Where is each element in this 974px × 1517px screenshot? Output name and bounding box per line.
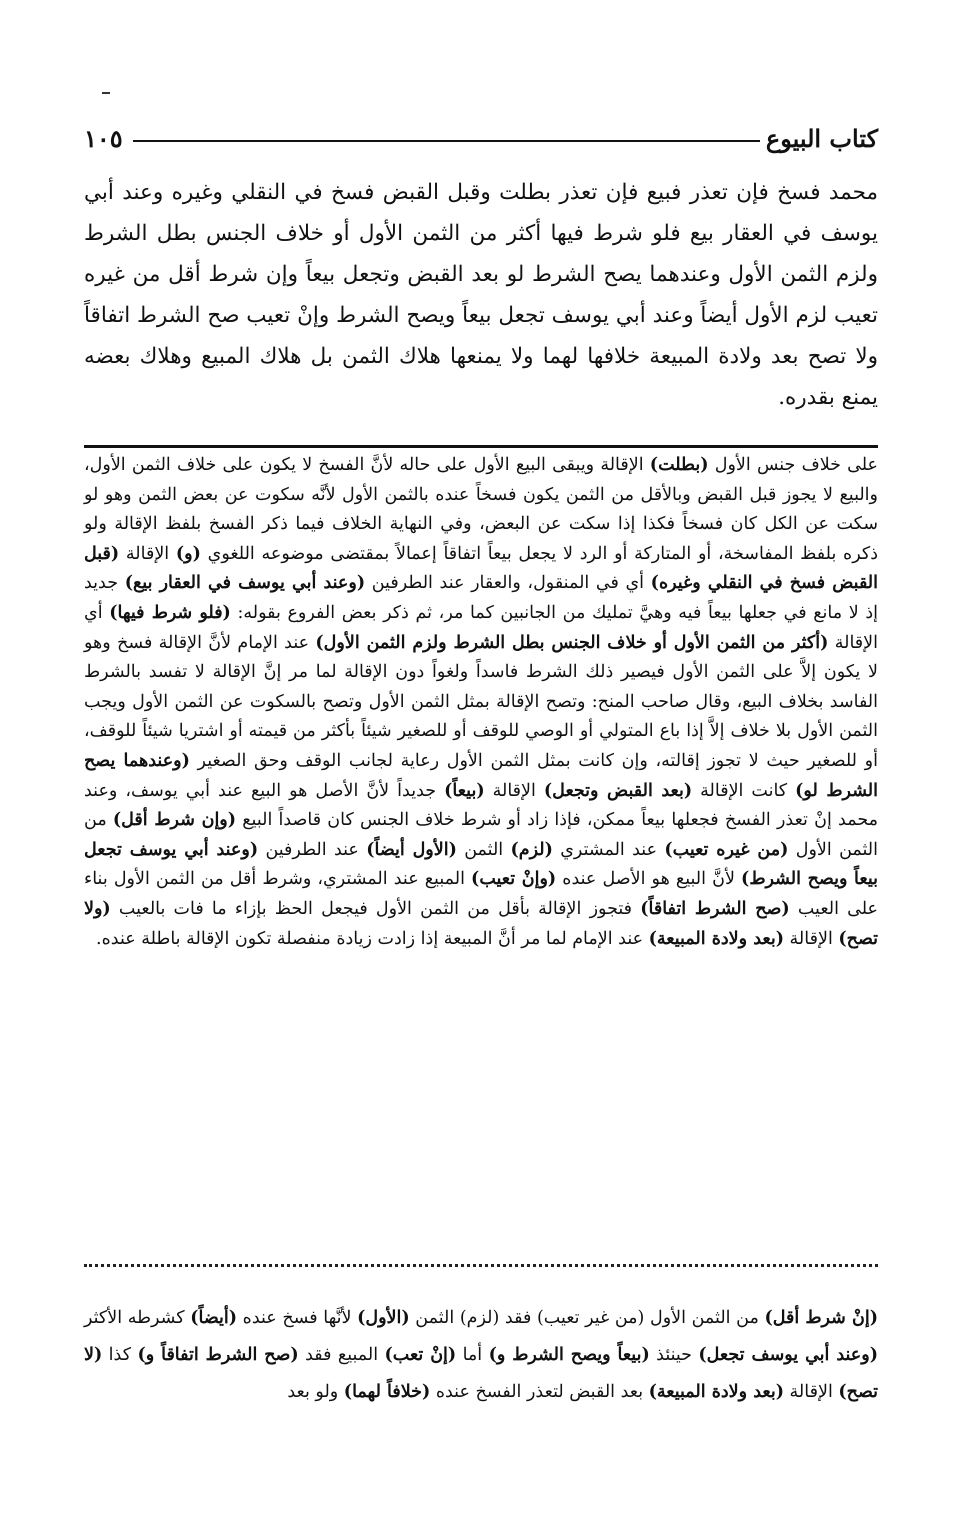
footnote-segment: (بيعاً ويصح الشرط و) <box>488 1345 650 1365</box>
footnote-segment: (من غير تعيب) <box>536 1308 645 1328</box>
commentary-segment: أي الإقالة <box>84 602 878 653</box>
footnote-segment: (وعند أبي يوسف تجعل) <box>698 1345 878 1365</box>
footnote-segment: المبيع فقد <box>298 1345 385 1365</box>
footnote-segment: ولو بعد <box>287 1382 344 1402</box>
footnote-segment: لأنَّها فسخ عنده <box>237 1308 358 1328</box>
footnote-segment: حينئذ <box>649 1345 699 1365</box>
footnote-segment: (لا تصح) <box>84 1345 878 1402</box>
commentary-segment: على خلاف جنس الأول <box>708 455 878 475</box>
commentary-segment: الثمن <box>456 839 511 860</box>
section-divider <box>84 445 878 448</box>
commentary-segment: من الثمن الأول <box>84 810 878 860</box>
commentary-segment: (الأول أيضاً) <box>366 839 457 860</box>
footnote-segment: (بعد ولادة المبيعة) <box>648 1382 784 1402</box>
commentary-segment: (صح الشرط اتفاقاً) <box>640 898 790 919</box>
commentary-segment: (لزم) <box>510 839 553 860</box>
footnote-segment: (الأول) <box>357 1308 410 1328</box>
footnote-segment: (لزم) <box>459 1308 500 1328</box>
commentary-segment: (و) <box>175 543 201 564</box>
footnote-segment: بعد القبض لتعذر الفسخ عنده <box>430 1382 649 1402</box>
commentary-segment: المبيع عند المشتري، وشرط أقل من الثمن الأول بناء على العيب <box>84 869 878 919</box>
commentary-segment: (بعد ولادة المبيعة) <box>648 928 784 949</box>
running-header <box>84 118 878 158</box>
commentary-text <box>84 451 878 954</box>
commentary-segment: فتجوز الإقالة بأقل من الثمن الأول فيجعل الحظ بإزاء ما فات بالعيب <box>110 898 641 919</box>
commentary-segment: عند الإمام لما مر أنَّ المبيعة إذا زادت زيادة منفصلة تكون الإقالة باطلة عنده. <box>96 928 649 949</box>
commentary-segment: الإقالة <box>783 928 839 949</box>
commentary-segment: (من غيره تعيب) <box>664 839 789 860</box>
footnote-segment: فقد <box>499 1308 537 1328</box>
footnote-segment: كذا <box>102 1345 138 1365</box>
commentary-segment: (وإنْ تعيب) <box>471 869 557 890</box>
footnote-segment: (صح الشرط اتفاقاً و) <box>137 1345 299 1365</box>
commentary-segment: عند الإمام لأنَّ الإقالة فسخ وهو لا يكون إلاَّ على الثمن الأول فيصير ذلك الشرط فاسداً ولغواً دون الإقالة لما مر إنَّ الإقالة لا تفسد بالشرط الفاسد بخلاف البيع، وقال صاحب المنح: وتصح الإقالة بمثل الثمن الأول وتصح بالسكوت عن الثمن الأول ويجب الثمن الأول بلا خلاف إلاَّ إذا باع المتولي أو الوصي للوقف أو للصغير شيئاً بأكثر من قيمته أو اشتريا شيئاً للوقف، أو للصغير حيث لا تجوز إقالته، وإن كانت بمثل الثمن الأول رعاية لجانب الوقف وحق الصغير <box>84 632 878 771</box>
footnote-segment: الثمن <box>409 1308 460 1328</box>
commentary-segment: (وعندهما يصح الشرط لو) <box>84 750 878 801</box>
matn-text: محمد فسخ فإن تعذر فبيع فإن تعذر بطلت وقبل القبض فسخ في النقلي وغيره وعند أبي يوسف في العقار بيع فلو شرط فيها أكثر من الثمن الأول أو خلاف الجنس بطل الشرط ولزم الثمن الأول وعندهما يصح الشرط لو بعد القبض وتجعل بيعاً وإن شرط أقل من غيره تعيب لزم الأول أيضاً وعند أبي يوسف تجعل بيعاً ويصح الشرط وإنْ تعيب صح الشرط اتفاقاً ولا تصح بعد ولادة المبيعة خلافها لهما ولا يمنعها هلاك الثمن بل هلاك المبيع وهلاك بعضه يمنع بقدره. <box>84 180 878 410</box>
commentary-segment: (فلو شرط فيها) <box>109 602 231 623</box>
commentary-segment: الإقالة <box>119 543 176 564</box>
footnote-segment: الإقالة <box>783 1382 839 1402</box>
commentary-segment: أي في المنقول، والعقار عند الطرفين <box>365 573 651 594</box>
commentary-segment: (أكثر من الثمن الأول أو خلاف الجنس بطل الشرط ولزم الثمن الأول) <box>315 632 829 653</box>
footnote-text <box>84 1300 878 1411</box>
footnote-segment: من الثمن الأول <box>644 1308 765 1328</box>
footnote-divider <box>84 1264 878 1267</box>
commentary-segment: (بعد القبض وتجعل) <box>543 780 693 801</box>
book-page <box>84 0 878 1517</box>
footnote-segment: كشرطه الأكثر <box>84 1308 191 1328</box>
commentary-segment: (وإن شرط أقل) <box>112 810 237 831</box>
commentary-segment: لأنَّ البيع هو الأصل عنده <box>556 869 742 890</box>
footnote-segment: (إنْ تعب) <box>384 1345 457 1365</box>
commentary-segment: كانت الإقالة <box>692 780 796 801</box>
chapter-title: كتاب البيوع <box>765 123 878 153</box>
commentary-segment: (ولا تصح) <box>84 898 878 949</box>
commentary-segment: الإقالة ويبقى البيع الأول على حاله لأنَّ الفسخ لا يكون على خلاف الثمن الأول، والبيع لا يجوز قبل القبض وبالأقل من الثمن يكون فسخاً عنده بالثمن الأول لأنَّه سكوت عن بعض الثمن وهو لو سكت عن الكل كان فسخاً فكذا إذا سكت عن البعض، وفي النهاية الخلاف فيما ذكر الفسخ بلفظ الإقالة ولو ذكره بلفظ المفاسخة، أو المتاركة أو الرد لا يجعل بيعاً اتفاقاً إعمالاً بمقتضى موضوعه اللغوي <box>84 455 878 564</box>
commentary-segment: (وعند أبي يوسف تجعل بيعاً ويصح الشرط) <box>84 839 878 890</box>
footnote-segment: (أيضاً) <box>190 1308 238 1328</box>
commentary-segment: (بطلت) <box>649 455 709 475</box>
commentary-segment: جديداً لأنَّ الأصل هو البيع عند أبي يوسف، وعند محمد إنْ تعذر الفسخ فجعلها بيعاً ممكن، فإذا زاد أو شرط خلاف الجنس كان قاصداً البيع <box>84 780 878 831</box>
commentary-segment: (بيعاً) <box>444 780 485 801</box>
footnote-segment: أما <box>456 1345 489 1365</box>
stray-ink-mark <box>102 92 110 94</box>
footnote-segment: (إنْ شرط أقل) <box>764 1308 878 1328</box>
commentary-segment: عند الطرفين <box>258 839 367 860</box>
footnote-segment: (خلافاً لهما) <box>343 1382 431 1402</box>
page-number: ١٠٥ <box>84 123 123 153</box>
commentary-segment: الإقالة <box>484 780 544 801</box>
commentary-segment: (وعند أبي يوسف في العقار بيع) <box>124 573 366 594</box>
header-rule <box>133 140 760 142</box>
commentary-segment: (قبل القبض فسخ في النقلي وغيره) <box>84 543 878 594</box>
commentary-segment: عند المشتري <box>552 839 665 860</box>
commentary-segment: جديد إذ لا مانع في جعلها بيعاً فيه وهيَّ تمليك من الجانبين كما مر، ثم ذكر بعض الفروع بقوله: <box>84 573 878 623</box>
